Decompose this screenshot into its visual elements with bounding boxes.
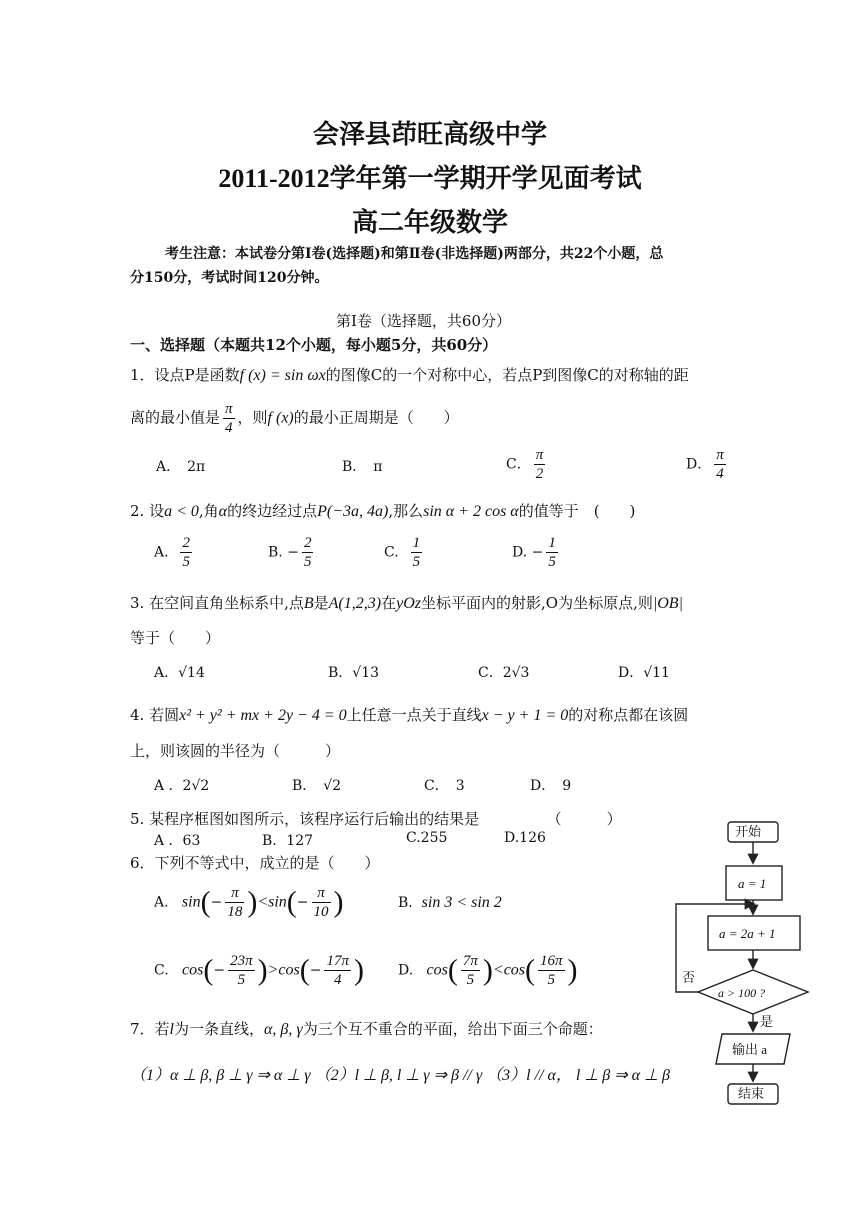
q4-option-b: B． √2 bbox=[292, 778, 342, 794]
q2-option-d: D. − $\frac{1}{5}$ bbox=[512, 535, 556, 570]
q5-option-a: A ．63 bbox=[154, 833, 201, 849]
q6-option-c: C. cos(− $\frac{23\pi}{5}$ )>cos(− $\frac{17\pi}{4}$ ) bbox=[154, 953, 364, 988]
q3-option-a: A．√14 bbox=[154, 665, 205, 681]
q3-option-b: B．√13 bbox=[328, 665, 380, 681]
subject-title: 高二年级数学 bbox=[351, 208, 508, 237]
section-heading: 一、选择题（本题共12个小题，每小题5分，共60分） bbox=[130, 336, 498, 354]
q1-option-b: B． π bbox=[342, 459, 383, 475]
flowchart-output-label: 输出 a bbox=[732, 1042, 768, 1057]
q1-line2: 离的最小值是 $\frac{\pi}{4}$ ，则f (x)的最小正周期是（ ） bbox=[130, 401, 459, 436]
q2-option-c: C. $\frac{1}{5}$ bbox=[384, 535, 421, 570]
q2-option-a: A. $\frac{2}{5}$ bbox=[154, 535, 190, 570]
q6-line: 6．下列不等式中，成立的是（ ） bbox=[130, 854, 380, 872]
q5-option-c: C.255 bbox=[406, 830, 448, 846]
q3-option-c: C．2√3 bbox=[478, 665, 530, 681]
q7-line1: 7．若l为一条直线，α, β, γ为三个互不重合的平面，给出下面三个命题： bbox=[130, 1020, 603, 1038]
flowchart-condition-label: a > 100 ? bbox=[718, 986, 766, 1000]
part1-title: 第Ⅰ卷（选择题，共60分） bbox=[336, 312, 512, 330]
q4-line2: 上，则该圆的半径为（ ） bbox=[130, 742, 341, 760]
q4-option-a: A ．2√2 bbox=[154, 778, 210, 794]
q1-option-c: C． $\frac{\pi}{2}$ bbox=[506, 447, 544, 482]
q3-option-d: D．√11 bbox=[618, 665, 670, 681]
notice-line1: 考生注意：本试卷分第Ⅰ卷(选择题)和第Ⅱ卷(非选择题)两部分，共22个小题，总 bbox=[165, 246, 664, 262]
school-title: 会泽县茚旺高级中学 bbox=[312, 120, 547, 149]
flowchart-start-label: 开始 bbox=[735, 824, 762, 839]
q5-line: 5. 某程序框图如图所示，该程序运行后输出的结果是 （ ） bbox=[130, 810, 622, 828]
q5-option-b: B．127 bbox=[262, 833, 314, 849]
notice-line2: 分150分，考试时间120分钟。 bbox=[130, 270, 329, 286]
flowchart-yes-label: 是 bbox=[760, 1014, 774, 1029]
flowchart-init-label: a = 1 bbox=[738, 876, 767, 891]
q4-option-d: D． 9 bbox=[530, 778, 572, 794]
q2-option-b: B. − $\frac{2}{5}$ bbox=[268, 535, 312, 570]
q6-option-d: D. cos( $\frac{7\pi}{5}$ )<cos( $\frac{16\pi}{5}$ ) bbox=[398, 953, 578, 988]
flowchart-update-label: a = 2a + 1 bbox=[719, 926, 776, 941]
q3-line2: 等于（ ） bbox=[130, 629, 221, 647]
flowchart-no-label: 否 bbox=[682, 970, 696, 985]
q1-line1: 1．设点P是函数f (x) = sin ωx的图像C的一个对称中心，若点P到图像C的对称轴的距 bbox=[130, 366, 689, 384]
q3-line1: 3. 在空间直角坐标系中,点B是A(1,2,3)在yOz坐标平面内的射影,O为坐标原点,则|OB| bbox=[130, 594, 683, 612]
q1-option-a: A． 2π bbox=[156, 459, 206, 475]
q7-line2: （1）α ⊥ β, β ⊥ γ ⇒ α ⊥ γ （2）l ⊥ β, l ⊥ γ ⇒ β // γ （3）l // α， l ⊥ β ⇒ α ⊥ β bbox=[130, 1067, 670, 1084]
q1-option-d: D． $\frac{\pi}{4}$ bbox=[686, 447, 724, 482]
q6-option-b: B. sin 3 < sin 2 bbox=[398, 894, 502, 911]
q5-option-d: D.126 bbox=[504, 830, 546, 846]
exam-title: 2011-2012学年第一学期开学见面考试 bbox=[218, 164, 642, 193]
q6-option-a: A. sin(− $\frac{\pi}{18}$ )<sin(− $\frac{\pi}{10}$ ) bbox=[154, 885, 344, 920]
q4-option-c: C． 3 bbox=[424, 778, 465, 794]
flowchart-end-label: 结束 bbox=[738, 1086, 765, 1101]
q2-line: 2. 设a < 0,角α的终边经过点P(−3a, 4a),那么sin α + 2 cos α的值等于 ( ) bbox=[130, 502, 636, 520]
q4-line1: 4. 若圆x² + y² + mx + 2y − 4 = 0上任意一点关于直线x − y + 1 = 0的对称点都在该圆 bbox=[130, 706, 689, 724]
